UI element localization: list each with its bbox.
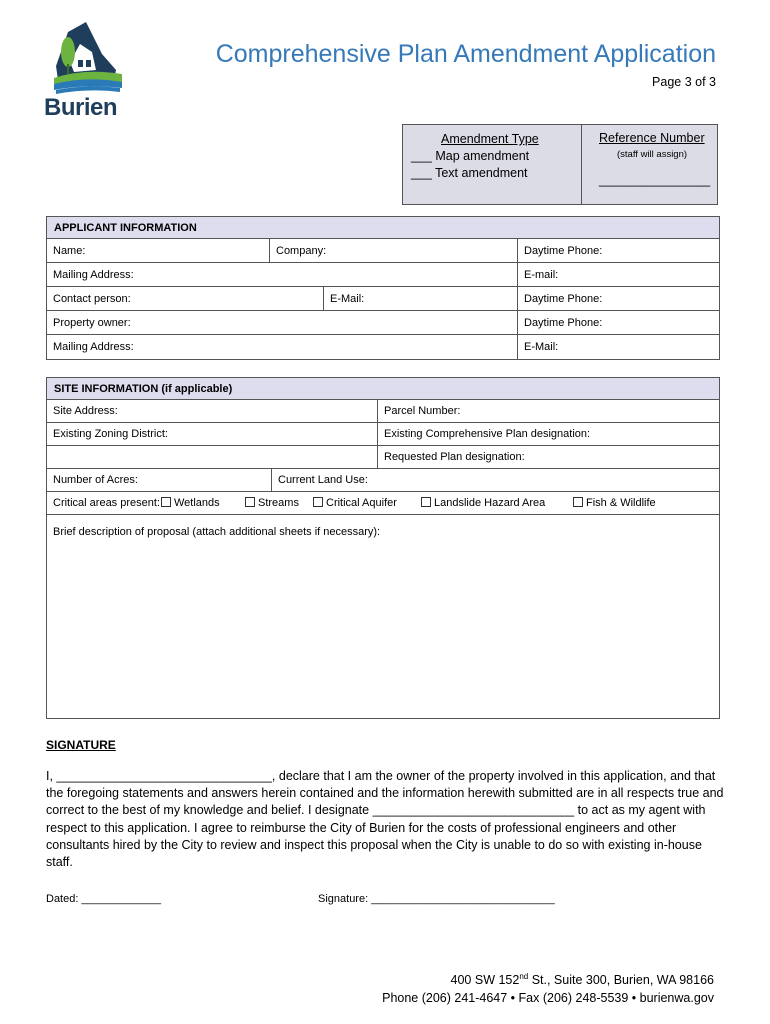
requested-plan-field[interactable]: Requested Plan designation: (377, 446, 719, 468)
daytime-phone-field[interactable]: Daytime Phone: (517, 239, 719, 262)
landslide-option[interactable] (421, 492, 545, 515)
email-field[interactable]: E-mail: (517, 263, 719, 286)
applicant-row-name (47, 239, 719, 263)
critical-aquifer-option[interactable] (313, 492, 397, 515)
logo-wordmark: Burien (44, 94, 118, 121)
site-row-description[interactable] (47, 515, 719, 711)
site-row-critical (47, 492, 719, 515)
reference-number-field[interactable]: ________________ (599, 173, 711, 187)
signature-field[interactable]: Signature: ______________________________ (318, 893, 555, 905)
applicant-heading: APPLICANT INFORMATION (47, 217, 719, 239)
blank-cell (47, 446, 377, 468)
land-use-field[interactable]: Current Land Use: (271, 469, 719, 491)
site-row-zoning (47, 423, 719, 446)
property-owner-field[interactable]: Property owner: (53, 317, 131, 329)
site-address-field[interactable]: Site Address: (53, 405, 118, 417)
critical-aquifer-checkbox[interactable] (313, 497, 323, 507)
landslide-label: Landslide Hazard Area (434, 497, 546, 509)
footer-address (451, 972, 714, 987)
declaration-paragraph: I, _______________________________, declare that I am the owner of the property involved in this application, and that the foregoing statements and answers herein contained and the information herewith submitted are in all respects true and correct to the best of my knowledge and belief. I designate _____________________________ to act as my agent with respect to this application. I agree to reimburse the City of Burien for the costs of professional engineers and other consultants hired by the City to review and inspect this proposal when the City is unable to do so with existing in-house staff. (46, 769, 724, 870)
site-row-address (47, 400, 719, 423)
applicant-row-contact (47, 287, 719, 311)
wetlands-checkbox[interactable] (161, 497, 171, 507)
contact-email-field[interactable]: E-Mail: (323, 287, 517, 310)
footer-address-post: St., Suite 300, Burien, WA 98166 (528, 973, 714, 988)
name-field[interactable]: Name: (53, 245, 86, 257)
zoning-district-field[interactable]: Existing Zoning District: (53, 428, 168, 440)
amendment-box (402, 124, 718, 205)
critical-areas-line (47, 492, 719, 514)
amendment-divider (581, 125, 582, 204)
reference-number-heading: Reference Number (599, 131, 705, 145)
landslide-checkbox[interactable] (421, 497, 431, 507)
owner-phone-field[interactable]: Daytime Phone: (517, 311, 719, 334)
applicant-row-owner (47, 311, 719, 335)
streams-option[interactable] (245, 492, 299, 515)
owner-email-field[interactable]: E-Mail: (517, 335, 719, 359)
wetlands-label: Wetlands (174, 497, 220, 509)
reference-note: (staff will assign) (617, 149, 688, 160)
fish-wildlife-option[interactable] (573, 492, 656, 515)
footer-address-pre: 400 SW 152 (450, 973, 520, 988)
dated-field[interactable]: Dated: _____________ (46, 893, 161, 905)
wetlands-option[interactable] (161, 492, 220, 515)
applicant-section (46, 216, 720, 360)
critical-aquifer-label: Critical Aquifer (326, 497, 397, 509)
fish-wildlife-label: Fish & Wildlife (586, 497, 656, 509)
acres-field[interactable]: Number of Acres: (53, 474, 138, 486)
map-amendment-option[interactable]: ___ Map amendment (411, 149, 530, 163)
comp-plan-field[interactable]: Existing Comprehensive Plan designation: (377, 423, 719, 445)
mailing-address-field[interactable]: Mailing Address: (53, 269, 134, 281)
fish-wildlife-checkbox[interactable] (573, 497, 583, 507)
amendment-type-heading: Amendment Type (441, 132, 539, 146)
contact-phone-field[interactable]: Daytime Phone: (517, 287, 719, 310)
signature-heading: SIGNATURE (46, 738, 116, 752)
streams-checkbox[interactable] (245, 497, 255, 507)
text-amendment-option[interactable]: ___ Text amendment (411, 166, 528, 180)
page-title: Comprehensive Plan Amendment Application (215, 40, 716, 68)
critical-areas-label: Critical areas present: (53, 497, 160, 509)
parcel-number-field[interactable]: Parcel Number: (377, 400, 719, 422)
site-row-requested (47, 446, 719, 469)
description-field[interactable]: Brief description of proposal (attach additional sheets if necessary): (53, 526, 381, 538)
site-section (46, 377, 720, 719)
streams-label: Streams (258, 497, 299, 509)
page-number: Page 3 of 3 (652, 75, 716, 89)
contact-person-field[interactable]: Contact person: (53, 293, 131, 305)
site-heading: SITE INFORMATION (if applicable) (47, 378, 719, 400)
owner-mailing-address-field[interactable]: Mailing Address: (53, 341, 134, 353)
applicant-row-mailing (47, 263, 719, 287)
company-field[interactable]: Company: (269, 239, 517, 262)
footer-contact: Phone (206) 241-4647 • Fax (206) 248-5539 • burienwa.gov (382, 991, 714, 1005)
applicant-row-owner-mailing (47, 335, 719, 359)
site-row-acres (47, 469, 719, 492)
footer-address-sup: nd (519, 972, 529, 981)
